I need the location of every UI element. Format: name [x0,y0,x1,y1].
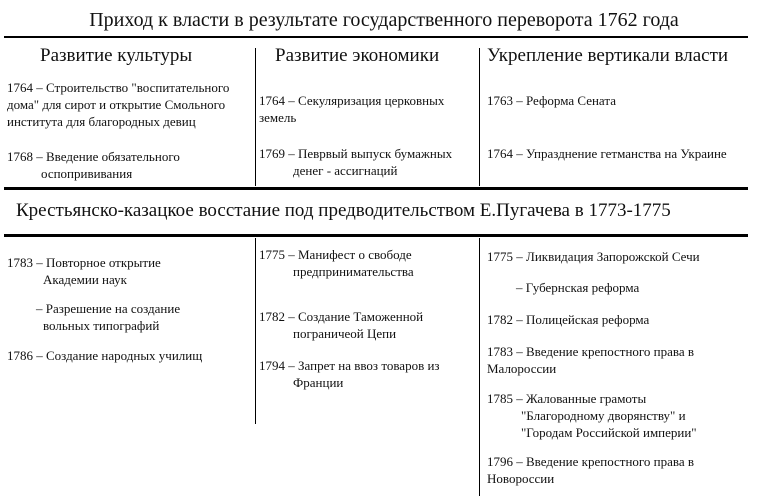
entry-1783-power: 1783 – Введение крепостного права в Малороссии [487,344,695,376]
main-title: Приход к власти в результате государственного переворота 1762 года [89,9,679,31]
entry-1786-culture: 1786 – Создание народных училищ [7,348,203,363]
middle-divider-top [4,187,748,190]
column-separator-3 [255,238,256,424]
entry-1783-culture: 1783 – Повторное открытие Академии наук [7,255,161,287]
entry-1764-power: 1764 – Упразднение гетманства на Украине [487,146,727,161]
column-separator-4 [479,238,480,496]
entry-1785-power: 1785 – Жалованные грамоты "Благородному дворянству" и "Городам Российской империи" [487,391,697,440]
column-heading-culture: Развитие культуры [40,45,193,66]
uprising-title: Крестьянско-казацкое восстание под предводительством Е.Пугачева в 1773-1775 [16,200,671,221]
entry-1768-culture: 1768 – Введение обязательного оспопрививания [7,149,180,181]
column-heading-power: Укрепление вертикали власти [487,45,729,66]
column-separator-1 [255,48,256,186]
entry-1796-power: 1796 – Введение крепостного права в Новороссии [487,454,695,486]
middle-divider-bottom [4,234,748,237]
entry-1794-economy: 1794 – Запрет на ввоз товаров из Франции [259,358,440,390]
entry-1782-economy: 1782 – Создание Таможенной пограничеой Цепи [259,309,424,341]
top-divider [4,36,748,38]
entry-1764-economy: 1764 – Секуляризация церковных земель [259,93,445,125]
entry-1763-power: 1763 – Реформа Сената [487,93,616,108]
entry-gubernia-power: – Губернская реформа [516,280,640,295]
entry-1764-culture: 1764 – Строительство "воспитательного дома" для сирот и открытие Смольного института для благородных девиц [7,80,230,129]
column-heading-economy: Развитие экономики [275,45,440,66]
entry-1775-economy: 1775 – Манифест о свободе предпринимательства [259,247,414,279]
column-separator-2 [479,48,480,186]
entry-1775-power: 1775 – Ликвидация Запорожской Сечи [487,249,700,264]
entry-typography-culture: – Разрешение на создание вольных типографий [36,301,181,333]
entry-1769-economy: 1769 – Певрвый выпуск бумажных денег - ассигнаций [259,146,453,178]
entry-1782-power: 1782 – Полицейская реформа [487,312,650,327]
